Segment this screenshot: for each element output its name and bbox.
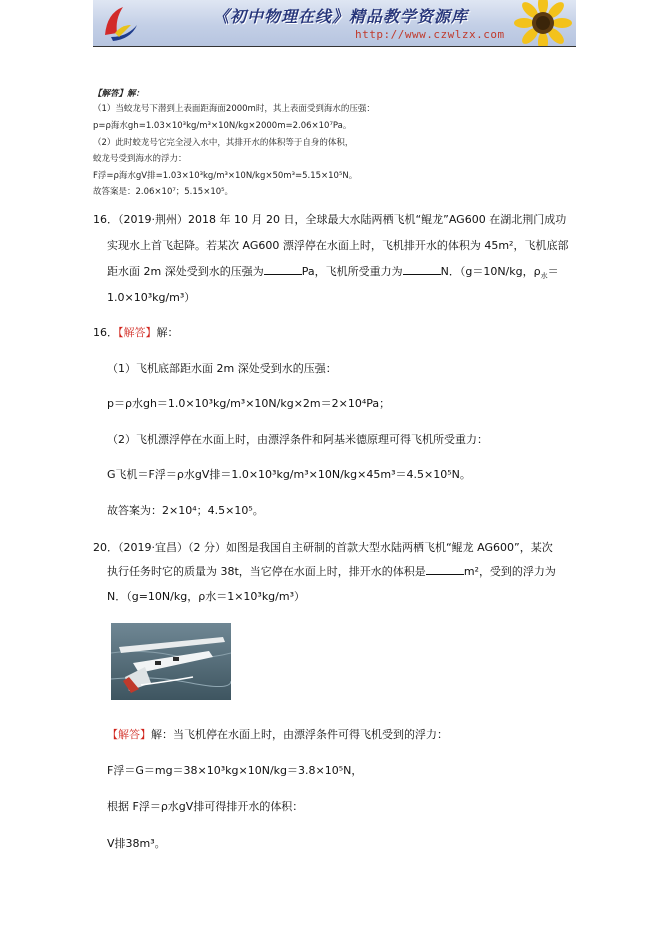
question-20-line bbox=[107, 564, 556, 579]
header-banner bbox=[93, 0, 576, 46]
q16-text: 距水面 2m 深处受到水的压强为 bbox=[107, 265, 264, 278]
prev-answer-heading: 【解答】解： bbox=[93, 89, 145, 99]
answer-20-heading bbox=[107, 727, 448, 742]
prev-answer-line: F浮=ρ海水gV排=1.03×10³kg/m³×10N/kg×50m³=5.15×10⁵N。 bbox=[93, 171, 358, 181]
banner-title: 《初中物理在线》精品教学资源库 bbox=[213, 7, 469, 26]
answer-16-line: （2）飞机漂浮停在水面上时，由漂浮条件和阿基米德原理可得飞机所受重力： bbox=[107, 433, 488, 446]
question-20-line: 20．（2019·宜昌）（2 分）如图是我国自主研制的首款大型水陆两栖飞机“鲲龙 AG600”，某次 bbox=[93, 541, 553, 554]
prev-answer-line: 蛟龙号受到海水的浮力： bbox=[93, 154, 187, 164]
prev-answer-line: （2）此时蛟龙号它完全浸入水中，其排开水的体积等于自身的体积， bbox=[93, 138, 354, 148]
header-divider bbox=[93, 46, 576, 47]
sunflower-icon bbox=[512, 0, 574, 46]
prev-answer-line: p=ρ海水gh=1.03×10³kg/m³×10N/kg×2000m=2.06×10⁷Pa。 bbox=[93, 121, 352, 131]
site-logo-icon bbox=[97, 3, 143, 43]
q16-text: ＝ bbox=[547, 265, 559, 278]
answer-20-equation: F浮＝G＝mg＝38×10³kg×10N/kg＝3.8×10⁵N， bbox=[107, 764, 363, 777]
answer-heading-text: 解： bbox=[156, 326, 179, 339]
answer-16-final: 故答案为：2×10⁴；4.5×10⁵。 bbox=[107, 504, 264, 517]
question-20-line: N．（g=10N/kg，ρ水＝1×10³kg/m³） bbox=[107, 590, 305, 603]
q20-text: m²，受到的浮力为 bbox=[463, 565, 556, 578]
answer-16-heading bbox=[93, 325, 179, 340]
answer-16-line: （1）飞机底部距水面 2m 深处受到水的压强： bbox=[107, 362, 337, 375]
answer-tag: 【解答】 bbox=[107, 728, 151, 741]
prev-answer-line: （1）当蛟龙号下潜到上表面距海面2000m时，其上表面受到海水的压强： bbox=[93, 104, 375, 114]
question-16-line bbox=[107, 264, 559, 279]
banner-url: http://www.czwlzx.com bbox=[355, 28, 505, 41]
answer-blank bbox=[426, 564, 464, 575]
answer-blank bbox=[403, 264, 441, 275]
answer-16-equation: p＝ρ水gh＝1.0×10³kg/m³×10N/kg×2m＝2×10⁴Pa； bbox=[107, 397, 391, 410]
answer-tag: 【解答】 bbox=[118, 326, 157, 339]
question-16-line: 16．（2019·荆州）2018 年 10 月 20 日，全球最大水陆两栖飞机“鲲龙”AG600 在湖北荆门成功 bbox=[93, 213, 567, 226]
answer-20-intro: 解：当飞机停在水面上时，由漂浮条件可得飞机受到的浮力： bbox=[151, 728, 448, 741]
answer-16-equation: G飞机＝F浮＝ρ水gV排＝1.0×10³kg/m³×10N/kg×45m³＝4.5×10⁵N。 bbox=[107, 468, 471, 481]
answer-number: 16． bbox=[93, 326, 118, 339]
q16-text: Pa，飞机所受重力为 bbox=[301, 265, 403, 278]
question-16-line: 1.0×10³kg/m³） bbox=[107, 291, 196, 304]
q16-text: N．（g＝10N/kg，ρ bbox=[440, 265, 541, 278]
answer-20-line: 根据 F浮＝ρ水gV排可得排开水的体积： bbox=[107, 800, 304, 813]
q20-text: 执行任务时它的质量为 38t，当它停在水面上时，排开水的体积是 bbox=[107, 565, 426, 578]
seaplane-image bbox=[111, 623, 231, 700]
answer-20-equation: V排38m³。 bbox=[107, 837, 166, 850]
seaplane-photo bbox=[111, 623, 231, 700]
q16-subscript: 水 bbox=[540, 272, 548, 281]
prev-answer-line: 故答案是：2.06×10⁷；5.15×10⁵。 bbox=[93, 187, 234, 197]
question-16-line: 实现水上首飞起降。若某次 AG600 漂浮停在水面上时，飞机排开水的体积为 45m²，飞机底部 bbox=[107, 239, 569, 252]
answer-blank bbox=[264, 264, 302, 275]
